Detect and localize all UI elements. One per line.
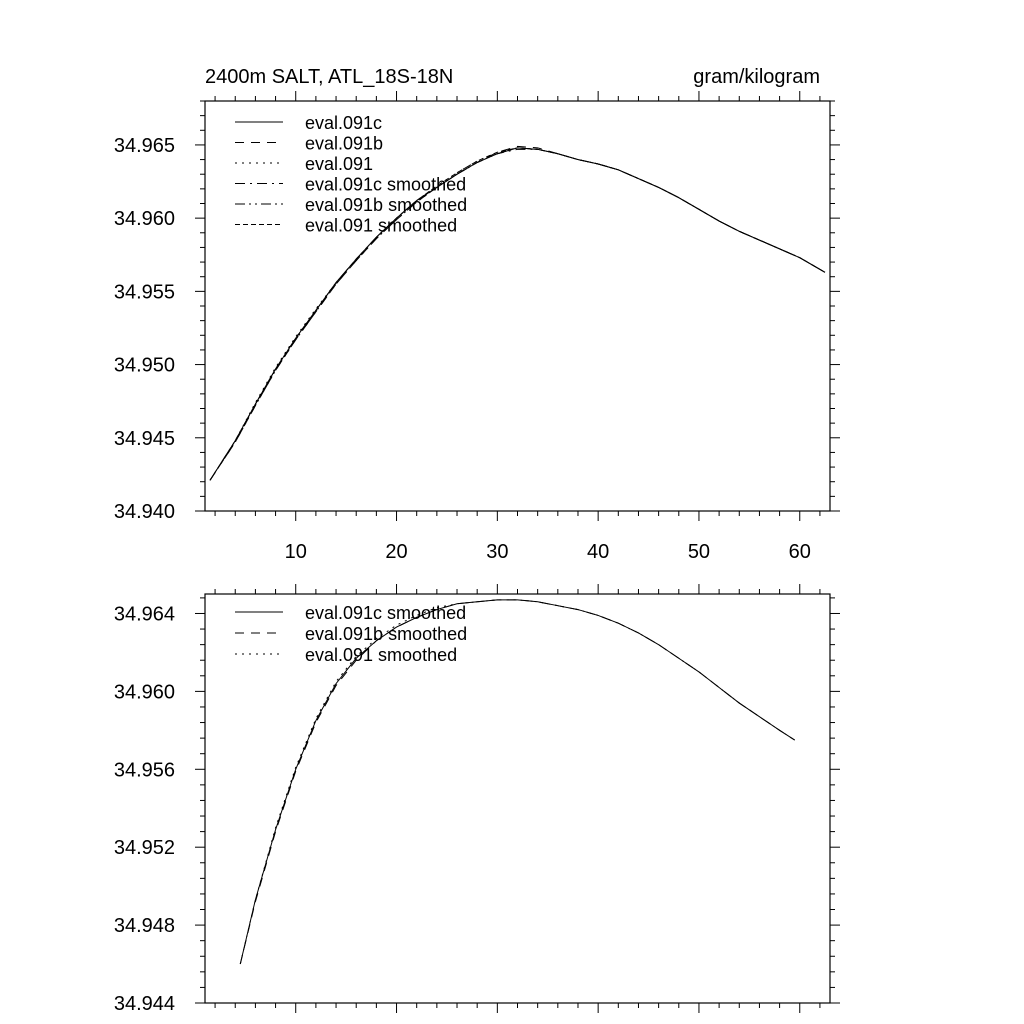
y-tick-label: 34.965 [113,134,175,157]
y-tick-label: 34.964 [113,603,175,626]
x-tick-label: 10 [284,541,307,563]
y-tick-label: 34.940 [113,501,175,523]
legend-label: eval.091 smoothed [305,215,458,236]
y-tick-label: 34.960 [113,681,175,704]
y-tick-label: 34.950 [113,354,175,377]
x-tick-label: 20 [385,541,408,563]
y-tick-label: 34.945 [113,427,175,450]
y-tick-label: 34.955 [113,281,175,304]
legend-label: eval.091b smoothed [305,624,468,644]
y-tick-label: 34.944 [113,993,175,1015]
chart-title-left: 2400m SALT, ATL_18S-18N [205,66,454,88]
y-tick-label: 34.960 [113,208,175,231]
legend-label: eval.091 smoothed [305,645,458,665]
x-tick-label: 40 [587,541,610,563]
y-tick-label: 34.948 [113,915,175,938]
x-tick-label: 60 [788,541,811,563]
legend-label: eval.091c smoothed [305,603,467,623]
x-tick-label: 30 [486,541,509,563]
y-tick-label: 34.956 [113,759,175,782]
legend-label: eval.091c [305,113,383,133]
x-tick-label: 50 [687,541,711,563]
legend-label: eval.091b [305,133,384,154]
chart-title-right: gram/kilogram [693,66,820,88]
legend-label: eval.091b smoothed [305,195,468,215]
legend-label: eval.091 [305,154,374,174]
legend-label: eval.091c smoothed [305,174,467,195]
y-tick-label: 34.952 [113,837,175,860]
